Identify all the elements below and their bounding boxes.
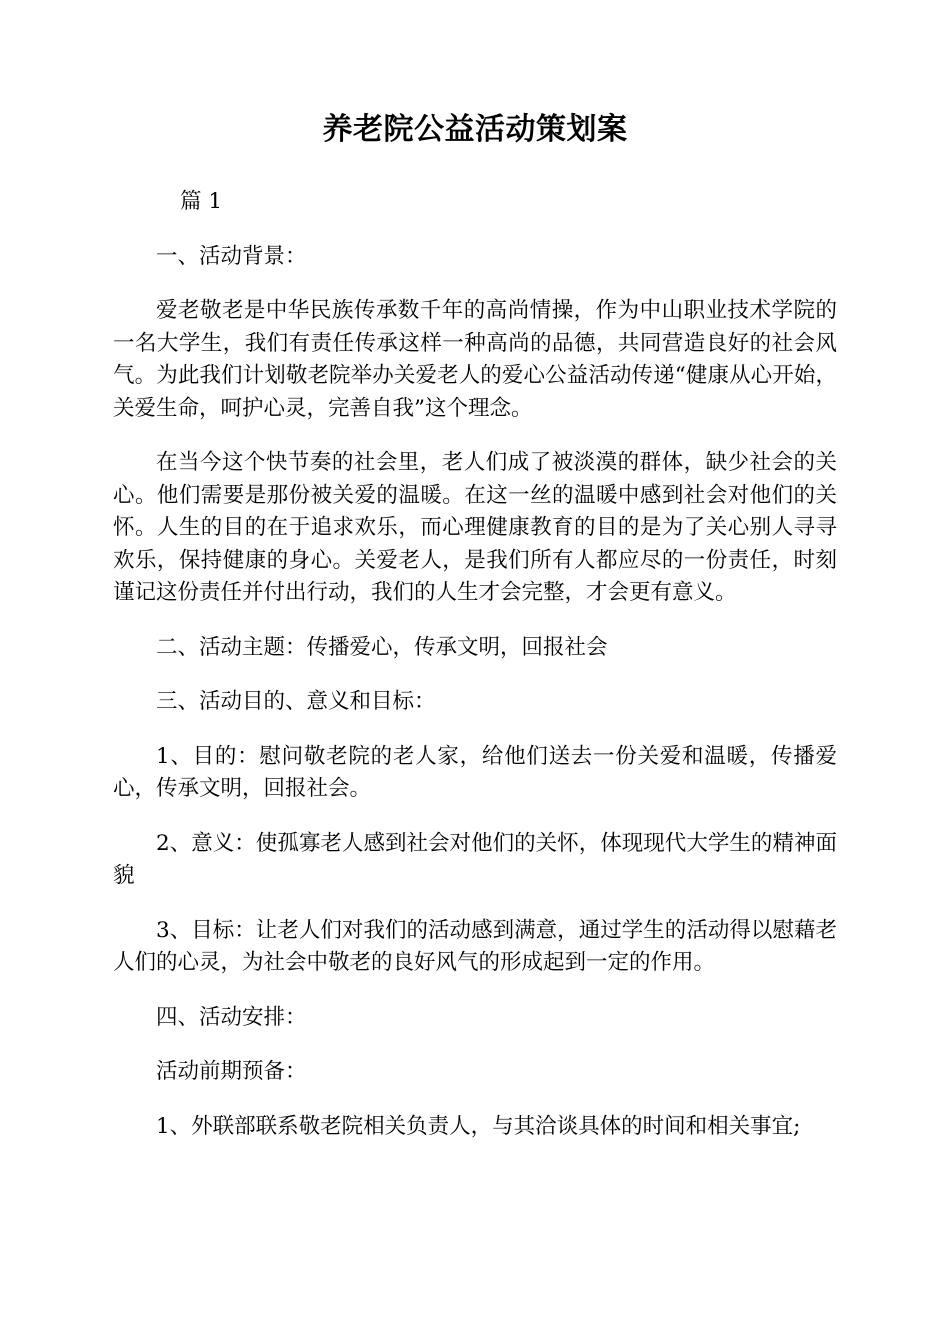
list-item-contact: 1、外联部联系敬老院相关负责人，与其洽谈具体的时间和相关事宜; — [156, 1113, 801, 1139]
document-title: 养老院公益活动策划案 — [322, 112, 628, 147]
heading-background: 一、活动背景： — [156, 243, 307, 269]
heading-arrangement: 四、活动安排： — [156, 1004, 307, 1030]
heading-purpose: 三、活动目的、意义和目标： — [156, 689, 436, 714]
document-body — [113, 186, 837, 1165]
paragraph-background-1: 爱老敬老是中华民族传承数千年的高尚情操，作为中山职业技术学院的一名大学生，我们有责任传承这样一种高尚的品德，共同营造良好的社会风气。为此我们计划敬老院举办关爱老人的爱心公益活动传递“健康从心开始，关爱生命，呵护心灵，完善自我”这个理念。 — [113, 298, 837, 421]
heading-theme: 二、活动主题：传播爱心，传承文明，回报社会 — [156, 634, 608, 660]
subheading-preparation: 活动前期预备： — [156, 1059, 307, 1084]
paragraph-goal: 3、目标：让老人们对我们的活动感到满意，通过学生的活动得以慰藉老人们的心灵，为社会中敬老的良好风气的形成起到一定的作用。 — [113, 917, 837, 975]
paragraph-purpose: 1、目的：慰问敬老院的老人家，给他们送去一份关爱和温暖，传播爱心，传承文明，回报社会。 — [113, 743, 837, 801]
section-label: 篇 1 — [180, 189, 223, 214]
paragraph-background-2: 在当今这个快节奏的社会里，老人们成了被淡漠的群体，缺少社会的关心。他们需要是那份被关爱的温暖。在这一丝的温暖中感到社会对他们的关怀。人生的目的在于追求欢乐，而心理健康教育的目的是为了关心别人寻寻欢乐，保持健康的身心。关爱老人，是我们所有人都应尽的一份责任，时刻谨记这份责任并付出行动，我们的人生才会完整，才会更有意义。 — [113, 450, 837, 605]
paragraph-meaning: 2、意义：使孤寡老人感到社会对他们的关怀，体现现代大学生的精神面貌 — [113, 830, 837, 888]
